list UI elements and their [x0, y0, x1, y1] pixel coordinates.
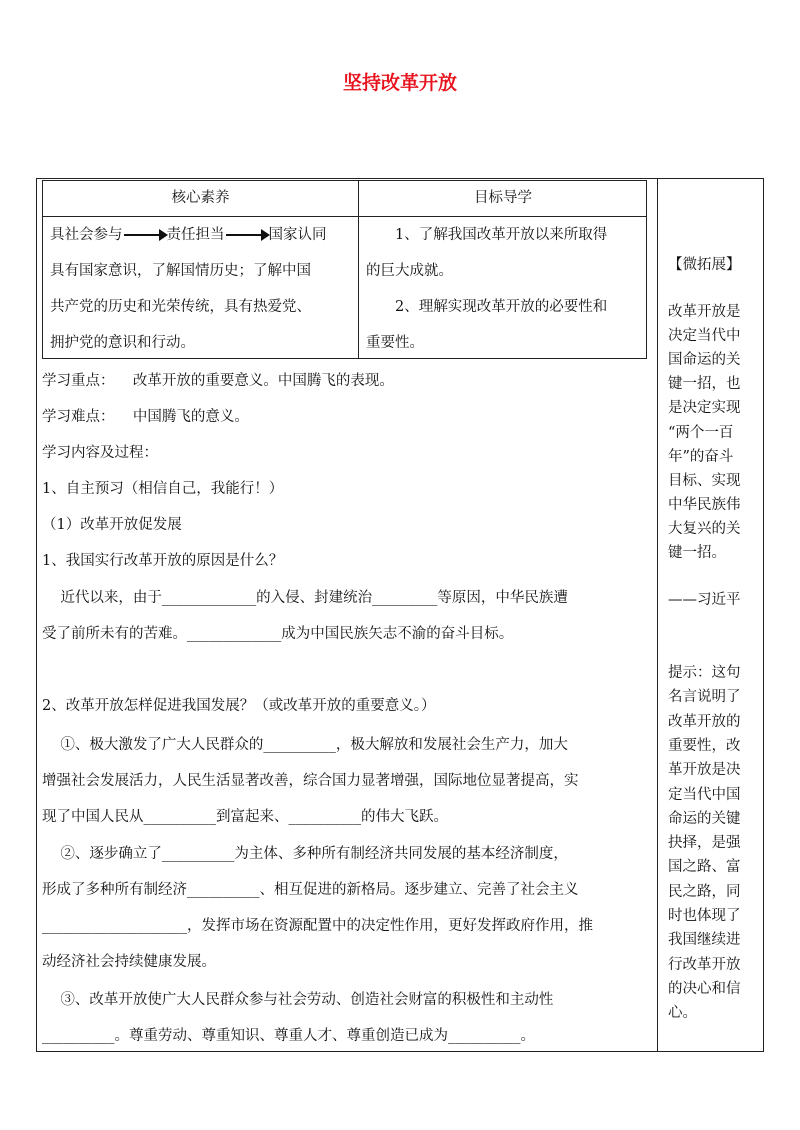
hint-line: 重要性，改 — [668, 737, 741, 754]
goal-line: 重要性。 — [366, 335, 424, 351]
hint-line: 命运的关键 — [668, 810, 741, 827]
question: 1、我国实行改革开放的原因是什么？ — [42, 553, 284, 569]
goal-line: 的巨大成就。 — [366, 263, 453, 279]
hint-line: 心。 — [668, 1005, 697, 1022]
arrow-right-icon — [124, 234, 166, 236]
quote-line: 是决定实现 — [668, 400, 741, 417]
fill-blank-line: 增强社会发展活力，人民生活显著改善，综合国力显著增强，国际地位显著提高，实 — [42, 773, 579, 789]
goal-line: 2、理解实现改革开放的必要性和 — [395, 299, 608, 315]
quote-line: 中华民族伟 — [668, 496, 741, 513]
section-heading: 1、自主预习（相信自己，我能行！） — [42, 481, 284, 497]
core-text-line: 拥护党的意识和行动。 — [50, 335, 195, 351]
key-points: 学习重点： 改革开放的重要意义。中国腾飞的表现。 — [42, 373, 394, 389]
quote-line: 大复兴的关 — [668, 520, 741, 537]
quote-line: 年”的奋斗 — [668, 448, 734, 465]
hint-line: 名言说明了 — [668, 689, 741, 706]
hint-line: 民之路，同 — [668, 883, 741, 900]
fill-blank-line: 形成了多种所有制经济__________、相互促进的新格局。逐步建立、完善了社会主义 — [42, 882, 579, 898]
fill-blank-line: ②、逐步确立了__________为主体、多种所有制经济共同发展的基本经济制度， — [42, 846, 568, 862]
fill-blank-line: 现了中国人民从__________到富起来、__________的伟大飞跃。 — [42, 809, 448, 825]
header-core-literacy: 核心素养 — [171, 190, 230, 206]
hint-line: 时也体现了 — [668, 908, 741, 924]
fill-blank-line: ③、改革开放使广大人民群众参与社会劳动、创造社会财富的积极性和主动性 — [42, 992, 554, 1008]
quote-author: ——习近平 — [668, 592, 741, 608]
fill-blank-line: __________。尊重劳动、尊重知识、尊重人才、尊重创造已成为__________。 — [42, 1028, 535, 1044]
hint-line: 革开放是决 — [668, 762, 741, 779]
fill-blank-line: 受了前所未有的苦难。_____________成为中国民族矢志不渝的奋斗目标。 — [42, 626, 514, 642]
flow-step: 具社会参与 — [50, 227, 123, 243]
arrow-right-icon — [226, 234, 268, 236]
difficult-points: 学习难点： 中国腾飞的意义。 — [42, 409, 249, 425]
side-heading: 【微拓展】 — [668, 257, 741, 273]
subsection-heading: （1）改革开放促发展 — [42, 517, 182, 533]
quote-line: “两个一百 — [668, 424, 734, 441]
fill-blank-line: ____________________，发挥市场在资源配置中的决定性作用，更好发挥政府作用，推 — [42, 918, 593, 934]
fill-blank-line: ①、极大激发了广大人民群众的__________，极大解放和发展社会生产力，加大 — [42, 737, 568, 753]
quote-line: 改革开放是 — [668, 304, 741, 320]
column-divider — [657, 178, 658, 1052]
hint-line: 提示：这句 — [668, 665, 741, 681]
core-text-line: 具有国家意识，了解国情历史；了解中国 — [50, 263, 311, 279]
document-title: 坚持改革开放 — [342, 72, 457, 94]
fill-blank-line: 动经济社会持续健康发展。 — [42, 954, 216, 970]
quote-line: 决定当代中 — [668, 328, 741, 345]
hint-line: 改革开放的 — [668, 713, 741, 730]
hint-line: 的决心和信 — [668, 980, 741, 997]
hint-line: 定当代中国 — [668, 786, 741, 803]
hint-line: 我国继续进 — [668, 932, 741, 949]
quote-line: 键一招。 — [668, 545, 726, 561]
section-heading: 学习内容及过程： — [42, 445, 158, 461]
core-text-line: 共产党的历史和光荣传统，具有热爱党、 — [50, 299, 311, 315]
flow-step: 责任担当 — [166, 227, 225, 243]
goal-line: 1、了解我国改革开放以来所取得 — [395, 227, 608, 243]
core-flow — [50, 225, 327, 245]
header-goals: 目标导学 — [474, 190, 532, 206]
quote-line: 国命运的关 — [668, 352, 741, 369]
hint-line: 抉择，是强 — [668, 835, 741, 852]
quote-line: 键一招，也 — [668, 376, 741, 393]
quote-line: 目标、实现 — [668, 472, 741, 489]
flow-step: 国家认同 — [268, 227, 327, 243]
hint-line: 行改革开放 — [668, 956, 741, 973]
hint-line: 国之路、富 — [668, 859, 741, 876]
question: 2、改革开放怎样促进我国发展？（或改革开放的重要意义。） — [42, 698, 436, 714]
fill-blank-line: 近代以来，由于_____________的入侵、封建统治_________等原因，中华民族遭 — [42, 590, 568, 606]
